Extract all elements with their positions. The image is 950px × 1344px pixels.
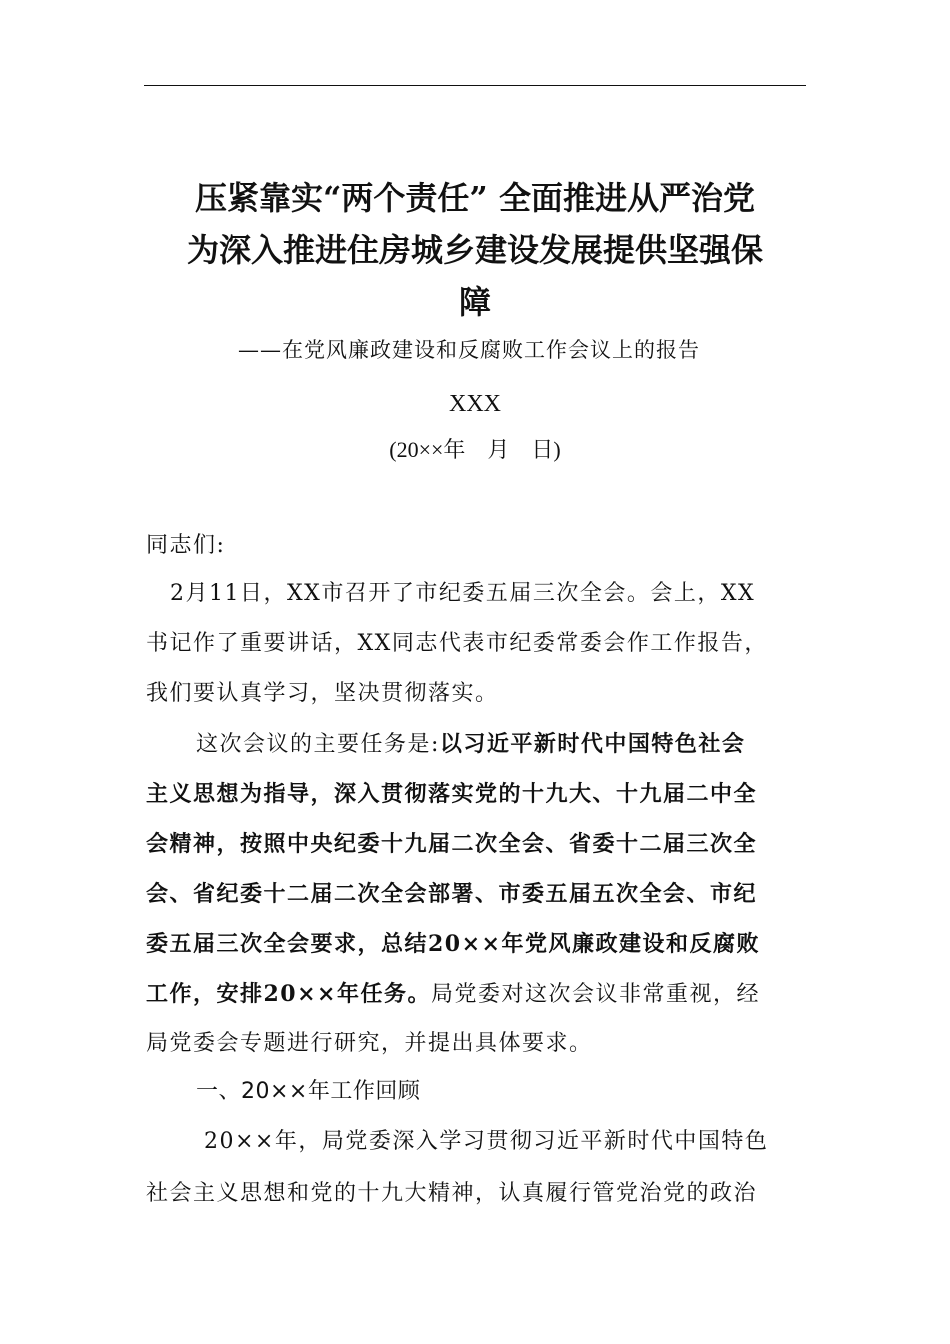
emphasized-line: 会、省纪委十二届二次全会部署、市委五届五次全会、市纪 [146, 881, 758, 907]
paragraph-line: 局党委会专题进行研究，并提出具体要求。 [146, 1031, 593, 1056]
paragraph-line [196, 728, 745, 761]
paragraph-line: 2月11日，XX市召开了市纪委五届三次全会。会上，XX [170, 581, 756, 606]
document-subtitle: ——在党风廉政建设和反腐败工作会议上的报告 [238, 338, 700, 362]
paragraph-line: 社会主义思想和党的十九大精神，认真履行管党治党的政治 [146, 1181, 758, 1206]
salutation: 同志们: [146, 533, 226, 558]
title-line-1: 压紧靠实“两个责任” 全面推进从严治党 [195, 179, 755, 217]
plain-text: 这次会议的主要任务是: [196, 732, 440, 757]
emphasized-line: 主义思想为指导，深入贯彻落实党的十九大、十九届二中全 [146, 781, 758, 807]
document-date: (20××年 月 日) [389, 437, 561, 462]
plain-text: 局党委对这次会议非常重视，经 [430, 982, 760, 1007]
title-line-2: 为深入推进住房城乡建设发展提供坚强保 [186, 231, 763, 269]
emphasized-line: 会精神，按照中央纪委十九届二次全会、省委十二届三次全 [146, 831, 758, 857]
emphasized-text: 工作，安排20××年任务。 [146, 981, 431, 1007]
document-title [140, 172, 810, 328]
emphasized-text: 以习近平新时代中国特色社会 [439, 731, 746, 757]
header-rule [144, 85, 806, 86]
author-name: XXX [449, 391, 501, 417]
paragraph-line [146, 978, 760, 1011]
paragraph-line: 20××年，局党委深入学习贯彻习近平新时代中国特色 [204, 1129, 769, 1154]
paragraph-line: 我们要认真学习，坚决贯彻落实。 [146, 681, 499, 706]
emphasized-line: 委五届三次全会要求，总结20××年党风廉政建设和反腐败 [146, 931, 760, 957]
section-heading: 一、20××年工作回顾 [196, 1079, 421, 1104]
title-line-3: 障 [458, 283, 491, 321]
paragraph-line: 书记作了重要讲话，XX同志代表市纪委常委会作工作报告， [146, 631, 768, 656]
